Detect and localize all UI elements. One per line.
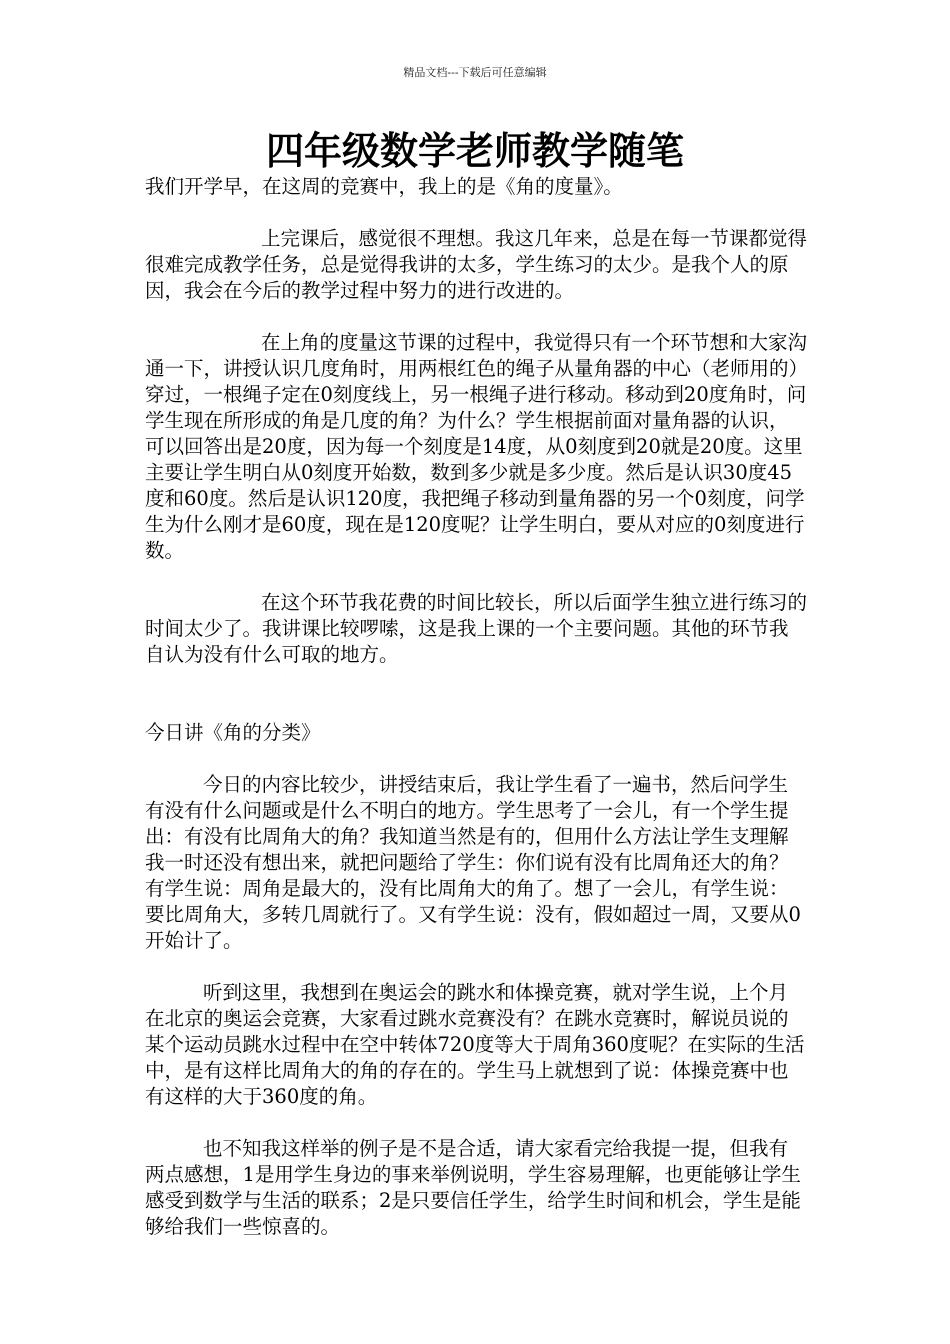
paragraph-spacer (145, 746, 807, 772)
document-body (145, 174, 807, 1240)
paragraph-spacer (145, 304, 807, 330)
paragraph-time-issue: 在这个环节我花费的时间比较长，所以后面学生独立进行练习的时间太少了。我讲课比较啰嗦，这是我上课的一个主要问题。其他的环节我自认为没有什么可取的地方。 (145, 591, 808, 666)
paragraph-classroom-question: 今日的内容比较少，讲授结束后，我让学生看了一遍书，然后问学生有没有什么问题或是什么不明白的地方。学生思考了一会儿，有一个学生提出：有没有比周角大的角？我知道当然是有的，但用什么方法让学生支理解我一时还没有想出来，就把问题给了学生：你们说有没有比周角还大的角？有学生说：周角是最大的，没有比周角大的角了。想了一会儿，有学生说：要比周角大，多转几周就行了。又有学生说：没有，假如超过一周，又要从0开始计了。 (145, 773, 801, 952)
section-spacer (145, 668, 807, 720)
paragraph-reflection: 上完课后，感觉很不理想。我这几年来，总是在每一节课都觉得很难完成教学任务，总是觉得我讲的太多，学生练习的太少。是我个人的原因，我会在今后的教学过程中努力的进行改进的。 (145, 227, 808, 302)
paragraph-olympic-example: 听到这里，我想到在奥运会的跳水和体操竞赛，就对学生说，上个月在北京的奥运会竞赛，大家看过跳水竞赛没有？在跳水竞赛时，解说员说的某个运动员跳水过程中在空中转体720度等大于周角360度呢？在实际的生活中，是有这样比周角大的角的存在的。学生马上就想到了说：体操竞赛中也有这样的大于360度的角。 (145, 981, 805, 1108)
paragraph-spacer (145, 1110, 807, 1136)
paragraph-lesson-detail: 在上角的度量这节课的过程中，我觉得只有一个环节想和大家沟通一下，讲授认识几度角时，用两根红色的绳子从量角器的中心（老师用的）穿过，一根绳子定在0刻度线上，另一根绳子进行移动。移动到20度角时，问学生现在所形成的角是几度的角？为什么？学生根据前面对量角器的认识，可以回答出是20度，因为每一个刻度是14度，从0刻度到20就是20度。这里主要让学生明白从0刻度开始数，数到多少就是多少度。然后是认识30度45度和60度。然后是认识120度，我把绳子移动到量角器的另一个0刻度，问学生为什么刚才是60度，现在是120度呢？让学生明白，要从对应的0刻度进行数。 (145, 331, 808, 562)
header-note: 精品文档---下载后可任意编辑 (403, 66, 547, 79)
paragraph-conclusion: 也不知我这样举的例子是不是合适，请大家看完给我提一提，但我有两点感想，1是用学生身边的事来举例说明，学生容易理解，也更能够让学生感受到数学与生活的联系；2是只要信任学生，给学生时间和机会，学生是能够给我们一些惊喜的。 (145, 1137, 801, 1238)
paragraph-spacer (145, 954, 807, 980)
paragraph-spacer (145, 564, 807, 590)
paragraph-intro: 我们开学早，在这周的竞赛中，我上的是《角的度量》。 (145, 175, 623, 198)
document-title: 四年级数学老师教学随笔 (265, 128, 684, 173)
section-heading-angle-classification: 今日讲《角的分类》 (145, 721, 321, 744)
paragraph-spacer (145, 200, 807, 226)
